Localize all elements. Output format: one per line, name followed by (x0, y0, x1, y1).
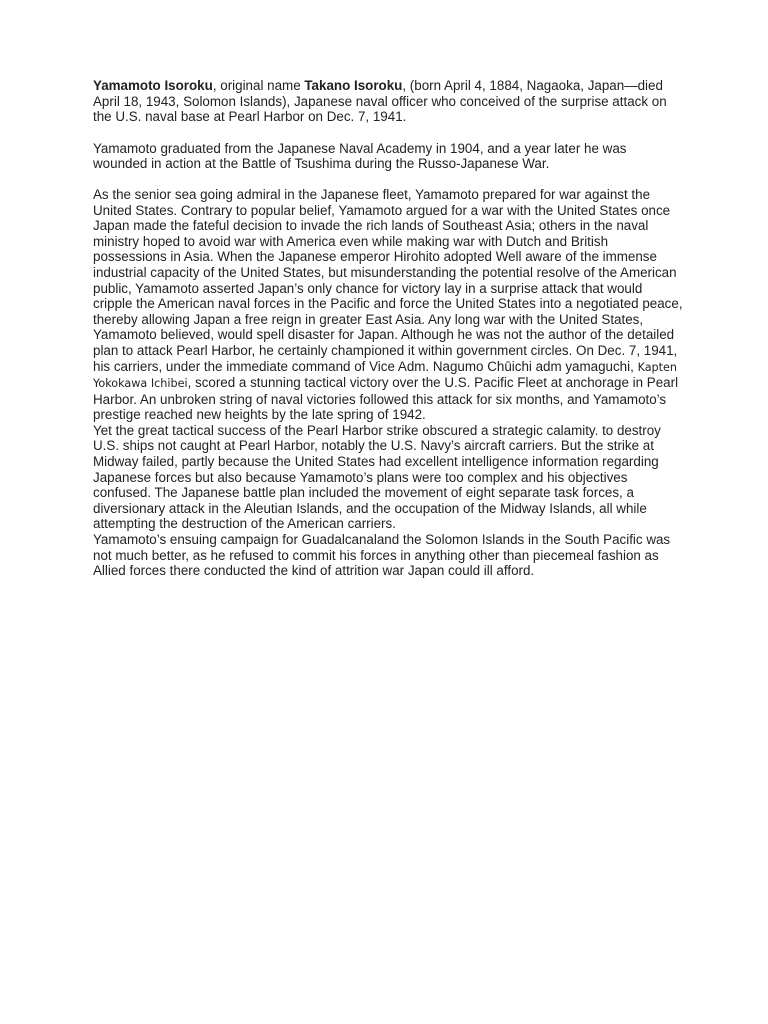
midway-paragraph: Yet the great tactical success of the Pearl Harbor strike obscured a strategic calamity. to destroy U.S. ships not caught at Pearl Harbor, notably the U.S. Navy’s aircraft carriers. But the strike at Midway failed, partly because the United States had excellent intelligence information regarding Japanese forces but also because Yamamoto’s plans were too complex and his objectives confused. The Japanese battle plan included the movement of eight separate task forces, a diversionary attack in the Aleutian Islands, and the occupation of the Midway Islands, all while attempting the destruction of the American carriers. (93, 422, 661, 532)
subject-name: Yamamoto Isoroku (93, 78, 213, 93)
original-name: Takano Isoroku (304, 78, 403, 93)
pearl-harbor-text-1: As the senior sea going admiral in the Japanese fleet, Yamamoto prepared for war against the United States. Contrary to popular belief, Yamamoto argued for a war with the United States once Japan made the fateful decision to invade the rich lands of Southeast Asia; others in the naval ministry hoped to avoid war with America even while making war with Dutch and British possessions in Asia. When the Japanese emperor Hirohito adopted Well aware of the immense industrial capacity of the United States, but misunderstanding the potential resolve of the American public, Yamamoto asserted Japan’s only chance for victory lay in a surprise attack that would cripple the American naval forces in the Pacific and force the United States into a negotiated peace, thereby allowing Japan a free reign in greater East Asia. Any long war with the United States, Yamamoto believed, would spell disaster for Japan. Although he was not the author of the detailed plan to attack Pearl Harbor, he certainly championed it within government circles. On Dec. 7, 1941, his carriers, under the immediate command of Vice Adm. Nagumo Chūichi adm yamaguchi, (93, 186, 683, 374)
pearl-harbor-paragraph (93, 187, 683, 423)
intro-paragraph (93, 78, 683, 125)
pearl-harbor-text-2: , scored a stunning tactical victory over the U.S. Pacific Fleet at anchorage in Pearl Harbor. An unbroken string of naval victories followed this attack for six months, and Yamamoto’s prestige reached new heights by the late spring of 1942. (93, 375, 679, 423)
academy-paragraph: Yamamoto graduated from the Japanese Naval Academy in 1904, and a year later he was wounded in action at the Battle of Tsushima during the Russo-Japanese War. (93, 140, 627, 172)
guadalcanal-paragraph: Yamamoto’s ensuing campaign for Guadalcanaland the Solomon Islands in the South Pacific was not much better, as he refused to commit his forces in anything other than piecemeal fashion as Allied forces there conducted the kind of attrition war Japan could ill afford. (93, 532, 671, 579)
commander-name: Kapten Yokokawa Ichibei (93, 360, 678, 391)
document-page (93, 78, 683, 579)
intro-separator: , original name (212, 78, 305, 93)
intro-text: , (born April 4, 1884, Nagaoka, Japan—died April 18, 1943, Solomon Islands), Japanese naval officer who conceived of the surprise attack on the U.S. naval base at Pearl Harbor on Dec. 7, 1941. (93, 78, 667, 125)
